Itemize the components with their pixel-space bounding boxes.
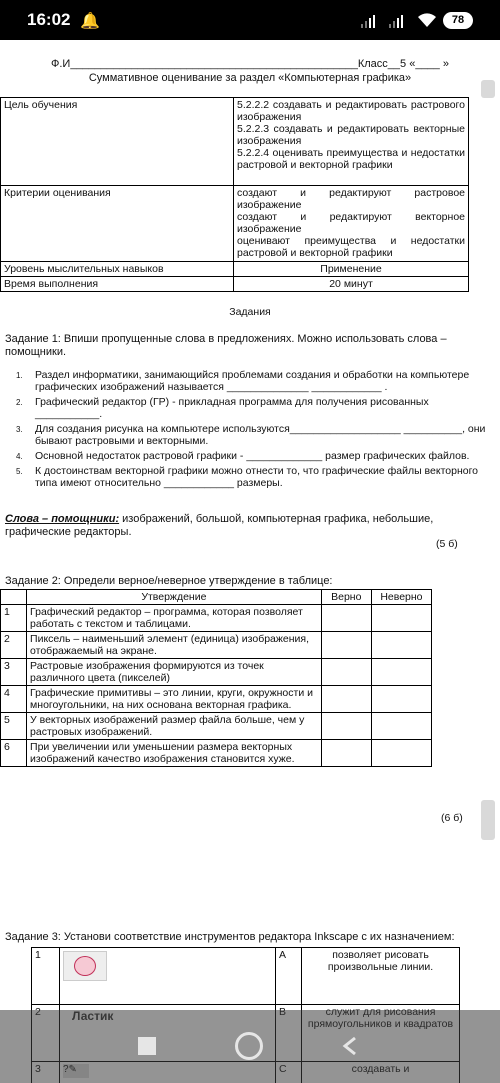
goal-label: Цель обучения xyxy=(1,98,234,186)
signal-icon xyxy=(360,14,380,28)
task1-points: (5 б) xyxy=(436,538,458,550)
back-button[interactable] xyxy=(340,1036,360,1056)
criteria-label: Критерии оценивания xyxy=(1,186,234,262)
task1-item-number: 4. xyxy=(16,452,23,461)
task1-item-text: Раздел информатики, занимающийся проблемами создания и обработки на компьютере графических изображений называется ______________ ____________ . xyxy=(35,369,470,393)
tf-row-number: 3 xyxy=(1,659,27,686)
task2-points: (6 б) xyxy=(441,812,463,824)
task3-title: Задание 3: Установи соответствие инструментов редактора Inkscape с их назначением: xyxy=(5,931,455,943)
tf-false-cell[interactable] xyxy=(371,713,431,740)
task1-item xyxy=(16,465,486,489)
tf-row-statement: Графические примитивы – это линии, круги, окружности и многоугольники, на них основана векторная графика. xyxy=(27,686,322,713)
status-bar xyxy=(0,0,500,40)
task1-item-text: Основной недостаток растровой графики - _____________ размер графических файлов. xyxy=(35,450,470,462)
task1-item-number: 2. xyxy=(16,398,23,407)
tf-row-statement: У векторных изображений размер файла больше, чем у растровых изображений. xyxy=(27,713,322,740)
tf-row xyxy=(1,713,432,740)
tf-false-cell[interactable] xyxy=(371,686,431,713)
tf-row-number: 5 xyxy=(1,713,27,740)
tf-false-cell[interactable] xyxy=(371,659,431,686)
tf-row-number: 6 xyxy=(1,740,27,767)
task1-item-number: 1. xyxy=(16,371,23,380)
tf-row-statement: При увеличении или уменьшении размера векторных изображений качество изображения становится хуже. xyxy=(27,740,322,767)
student-info-line: Ф.И_______________________________________________Класс__5 «____ » xyxy=(51,58,449,70)
tasks-heading: Задания xyxy=(229,306,271,318)
helpers-label: Слова – помощники: xyxy=(5,513,120,525)
task1-helpers xyxy=(5,513,467,539)
tf-true-cell[interactable] xyxy=(321,632,371,659)
tf-row-number: 4 xyxy=(1,686,27,713)
time-label: Время выполнения xyxy=(1,277,234,292)
tf-row xyxy=(1,659,432,686)
tf-true-cell[interactable] xyxy=(321,686,371,713)
scroll-marker xyxy=(481,80,495,98)
task1-item-number: 5. xyxy=(16,467,23,476)
match-desc: позволяет рисовать произвольные линии. xyxy=(302,948,460,1005)
tf-row xyxy=(1,605,432,632)
task1-item xyxy=(16,450,486,462)
tf-row xyxy=(1,632,432,659)
tf-true-cell[interactable] xyxy=(321,659,371,686)
task1-item xyxy=(16,369,486,393)
criteria-text: создают и редактируют растровое изображение создают и редактируют векторное изображение оценивают преимущества и недостатки растровой и векторной графики xyxy=(234,186,469,262)
tf-header-num xyxy=(1,590,27,605)
tf-header-true: Верно xyxy=(321,590,371,605)
level-value: Применение xyxy=(234,262,469,277)
tf-row xyxy=(1,740,432,767)
tf-false-cell[interactable] xyxy=(371,605,431,632)
document-title: Суммативное оценивание за раздел «Компьютерная графика» xyxy=(88,72,412,84)
signal-icon xyxy=(388,14,408,28)
document-page[interactable] xyxy=(0,40,500,1083)
time-value: 20 минут xyxy=(234,277,469,292)
goal-text: 5.2.2.2 создавать и редактировать растрового изображения 5.2.2.3 создавать и редактировать векторные изображения 5.2.2.4 оценивать преимущества и недостатки растровой и векторной графики xyxy=(234,98,469,186)
status-time: 16:02 xyxy=(27,10,71,29)
recent-apps-button[interactable] xyxy=(138,1037,156,1055)
match-letter: A xyxy=(276,948,302,1005)
task1-item xyxy=(16,396,486,420)
task2-title: Задание 2: Определи верное/неверное утверждение в таблице: xyxy=(5,575,333,587)
task1-item-text: Для создания рисунка на компьютере используются___________________ __________, они бывают растровыми и векторными. xyxy=(35,423,486,447)
bell-icon: 🔔 xyxy=(80,13,100,30)
task1-item xyxy=(16,423,486,447)
tf-true-cell[interactable] xyxy=(321,740,371,767)
match-num: 1 xyxy=(32,948,60,1005)
ellipse-tool-icon[interactable] xyxy=(63,951,107,981)
tf-row-number: 2 xyxy=(1,632,27,659)
task1-title: Задание 1: Впиши пропущенные слова в предложениях. Можно использовать слова – помощники. xyxy=(5,333,447,358)
task1-list xyxy=(16,369,486,492)
tf-row-number: 1 xyxy=(1,605,27,632)
tf-false-cell[interactable] xyxy=(371,740,431,767)
wifi-icon xyxy=(417,12,437,28)
tf-true-cell[interactable] xyxy=(321,713,371,740)
level-label: Уровень мыслительных навыков xyxy=(1,262,234,277)
true-false-table xyxy=(0,589,432,767)
battery-icon: 78 xyxy=(443,12,473,29)
task1-item-text: Графический редактор (ГР) - прикладная программа для получения рисованных ___________. xyxy=(35,396,429,420)
task1-item-number: 3. xyxy=(16,425,23,434)
tf-row-statement: Пиксель – наименьший элемент (единица) изображения, отображаемый на экране. xyxy=(27,632,322,659)
navigation-bar xyxy=(0,1010,500,1083)
objectives-table xyxy=(0,97,469,292)
helpers-text: изображений, большой, компьютерная графика, небольшие, графические редакторы. xyxy=(5,513,434,538)
home-button[interactable] xyxy=(235,1032,263,1060)
tf-row-statement: Графический редактор – программа, которая позволяет работать с текстом и таблицами. xyxy=(27,605,322,632)
tf-row-statement: Растровые изображения формируются из точек различного цвета (пикселей) xyxy=(27,659,322,686)
match-tool-cell xyxy=(60,948,276,1005)
tf-false-cell[interactable] xyxy=(371,632,431,659)
scroll-marker xyxy=(481,800,495,840)
tf-true-cell[interactable] xyxy=(321,605,371,632)
task1-item-text: К достоинствам векторной графики можно отнести то, что графические файлы векторного типа имеют относительно ____________ размеры. xyxy=(35,465,479,489)
tf-row xyxy=(1,686,432,713)
tf-header-false: Неверно xyxy=(371,590,431,605)
tf-header-statement: Утверждение xyxy=(27,590,322,605)
